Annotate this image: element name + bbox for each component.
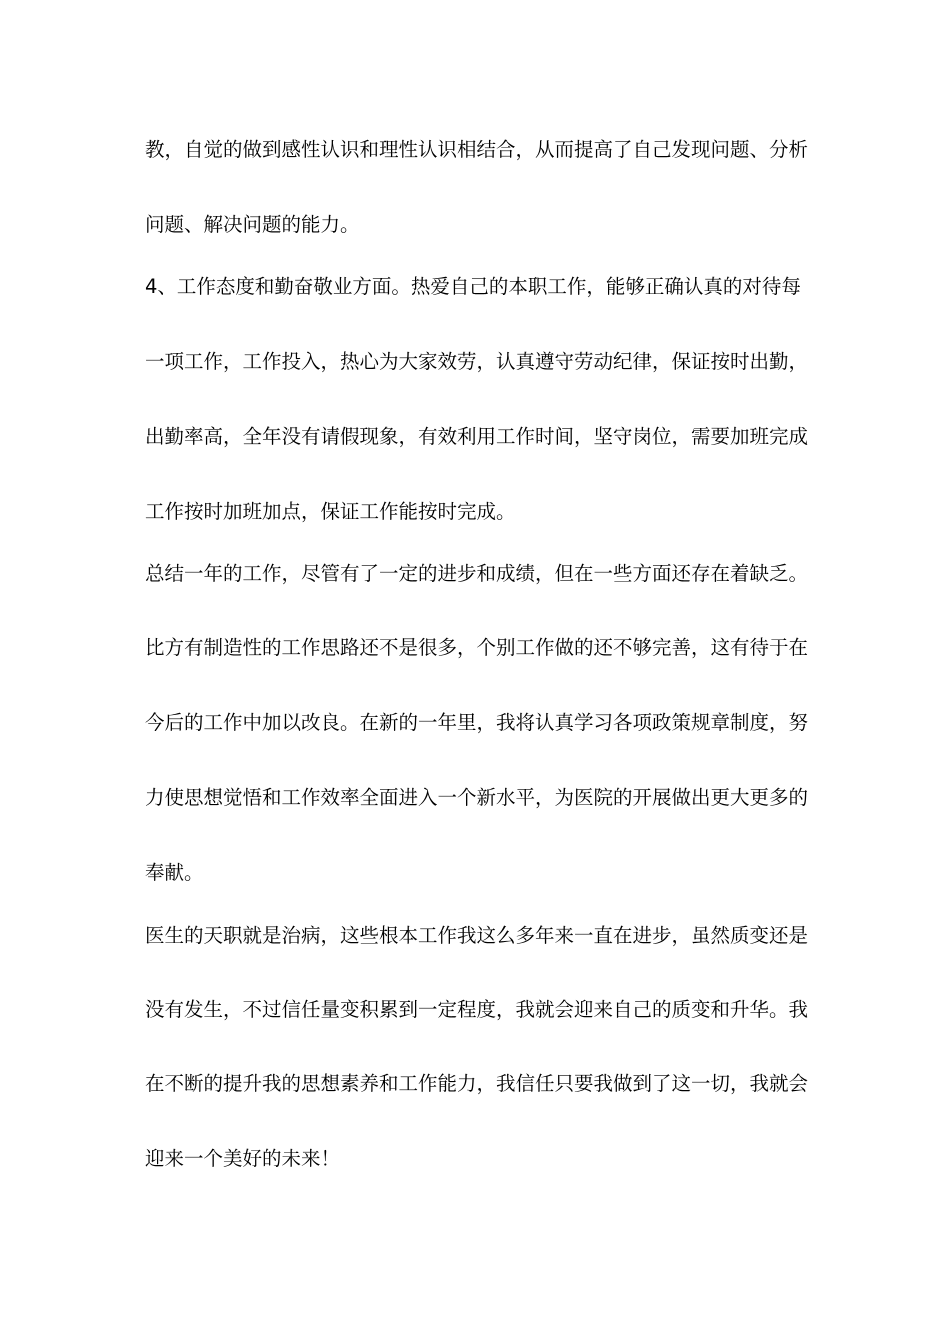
text-line-12: 医生的天职就是治病，这些根本工作我这么多年来一直在进步，虽然质变还是 xyxy=(145,924,809,947)
text-line-14: 在不断的提升我的思想素养和工作能力，我信任只要我做到了这一切，我就会 xyxy=(145,1072,809,1095)
text-line-7: 总结一年的工作，尽管有了一定的进步和成绩，但在一些方面还存在着缺乏。 xyxy=(145,562,809,585)
text-line-4: 一项工作，工作投入，热心为大家效劳，认真遵守劳动纪律，保证按时出勤， xyxy=(145,350,809,373)
text-line-10: 力使思想觉悟和工作效率全面进入一个新水平，为医院的开展做出更大更多的 xyxy=(145,786,809,809)
text-line-9: 今后的工作中加以改良。在新的一年里，我将认真学习各项政策规章制度，努 xyxy=(145,711,809,734)
text-line-6: 工作按时加班加点，保证工作能按时完成。 xyxy=(145,500,516,523)
text-line-1: 教，自觉的做到感性认识和理性认识相结合，从而提高了自己发现问题、分析 xyxy=(145,138,809,161)
text-line-8: 比方有制造性的工作思路还不是很多，个别工作做的还不够完善，这有待于在 xyxy=(145,636,809,659)
text-line-15: 迎来一个美好的未来！ xyxy=(145,1147,341,1170)
text-line-3: 4、工作态度和勤奋敬业方面。热爱自己的本职工作，能够正确认真的对待每 xyxy=(145,275,801,298)
text-line-2: 问题、解决问题的能力。 xyxy=(145,213,360,236)
text-line-11: 奉献。 xyxy=(145,861,204,884)
text-line-13: 没有发生，不过信任量变积累到一定程度，我就会迎来自己的质变和升华。我 xyxy=(145,998,809,1021)
text-line-5: 出勤率高，全年没有请假现象，有效利用工作时间，坚守岗位，需要加班完成 xyxy=(145,425,809,448)
